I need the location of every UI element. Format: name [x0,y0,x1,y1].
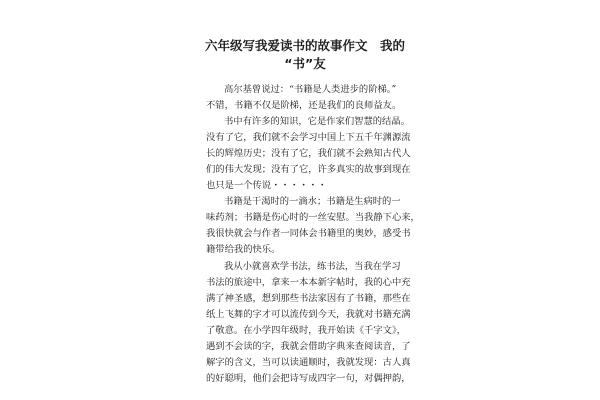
body-line: 不错，书籍不仅是阶梯，还是我们的良师益友。 [206,100,402,112]
body-line: 们的伟大发现；没有了它，许多真实的故事到现在 [206,164,411,176]
body-line: 书籍是干渴时的一滴水；书籍是生病时的一 [224,196,401,208]
document-body [206,82,420,387]
body-line: 书中有许多的知识，它是作家们智慧的结晶。 [224,116,410,128]
body-line: 味药剂；书籍是伤心时的一丝安慰。当我静下心来， [206,212,420,224]
body-line: 遇到不会读的字，我就会借助字典来查阅读音，了 [206,340,411,352]
body-line: 满了神圣感，想到那些书法家因有了书籍，那些在 [206,292,411,304]
body-line: 籍带给我的快乐。 [206,244,281,256]
document-title-line-1: 六年级写我爱读书的故事作文 我的 [204,38,405,53]
body-line: 了敬意。在小学四年级时，我开始读《千字文》， [206,324,406,336]
body-line: 解字的含义，当可以读通顺时，我就发现：古人真 [206,356,411,368]
body-line: 没有了它，我们就不会学习中国上下五千年渊源流 [206,132,411,144]
body-line: 的好聪明，他们会把诗写成四字一句，对偶押韵， [206,372,411,384]
body-line: 书法的旅途中，拿来一本本新字帖时，我的心中充 [206,276,411,288]
body-line: 纸上飞舞的字才可以流传到今天，我就对书籍充满 [206,308,411,320]
body-line: 我很快就会与作者一同体会书籍里的奥妙，感受书 [206,228,411,240]
body-line: 我从小就喜欢学书法，练书法，当我在学习 [224,260,401,272]
body-line: 长的辉煌历史；没有了它，我们就不会熟知古代人 [206,148,411,160]
body-line: 高尔基曾说过：“书籍是人类进步的阶梯。” [224,84,397,95]
body-line: 也只是一个传说・・・・・・ [206,180,327,192]
document-title-line-2: “书”友 [284,56,326,71]
